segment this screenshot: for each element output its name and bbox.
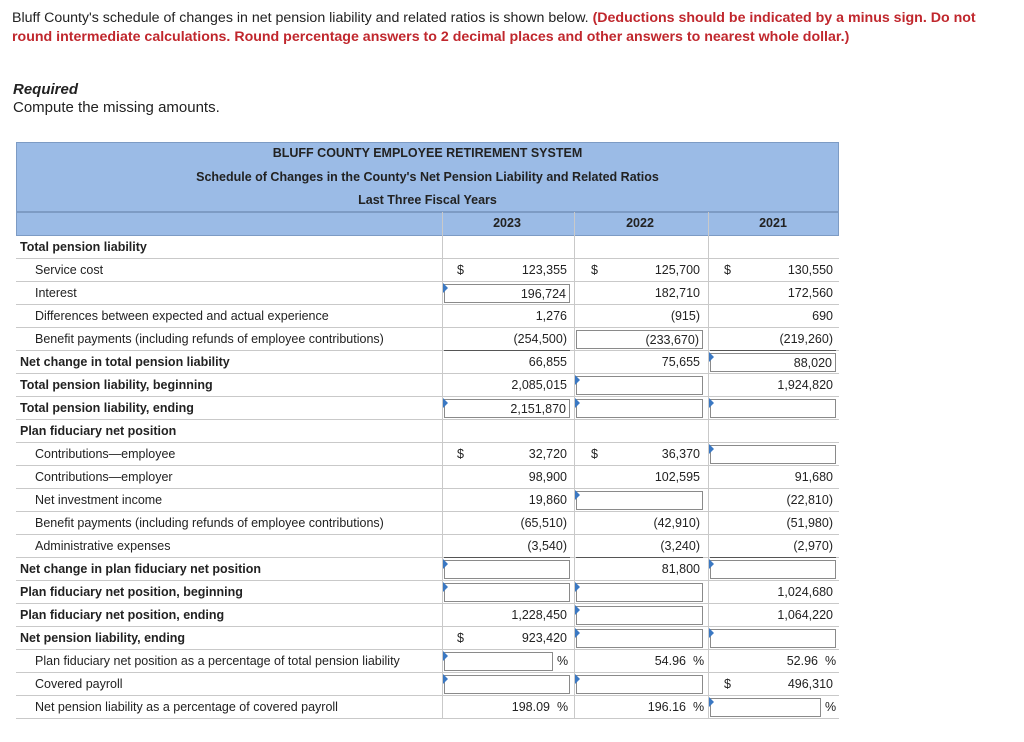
year-2023: 2023	[493, 216, 521, 230]
amount-value: (3,240)	[660, 539, 700, 553]
amount-value: 66,855	[528, 355, 567, 369]
input-flag-icon	[443, 674, 448, 684]
row-label: Service cost	[35, 263, 104, 277]
input-flag-icon	[709, 628, 714, 638]
table-row	[16, 282, 839, 305]
row-label: Plan fiduciary net position, ending	[20, 608, 225, 622]
table-row	[16, 558, 839, 581]
table-row	[16, 443, 839, 466]
row-label: Covered payroll	[35, 677, 123, 691]
amount-value: 32,720	[528, 447, 567, 461]
row-label: Benefit payments (including refunds of employee contributions)	[35, 516, 384, 530]
amount-value: 102,595	[654, 470, 700, 484]
amount-input[interactable]	[576, 399, 703, 418]
amount-input[interactable]	[576, 629, 703, 648]
percent-symbol: %	[557, 700, 569, 714]
table-row	[16, 489, 839, 512]
amount-value: 36,370	[661, 447, 700, 461]
row-label: Plan fiduciary net position, beginning	[20, 585, 243, 599]
amount-value: 198.09	[511, 700, 550, 714]
input-flag-icon	[709, 398, 714, 408]
input-flag-icon	[443, 283, 448, 293]
amount-input[interactable]	[710, 629, 836, 648]
amount-value: 1,276	[535, 309, 567, 323]
amount-input[interactable]	[576, 491, 703, 510]
amount-value: 1,024,680	[777, 585, 833, 599]
amount-value: (219,260)	[779, 332, 833, 346]
row-label: Total pension liability, ending	[20, 401, 194, 415]
input-flag-icon	[443, 559, 448, 569]
table-row	[16, 305, 839, 328]
table-row	[16, 259, 839, 282]
instructions-lead: Bluff County's schedule of changes in net pension liability and related ratios is shown below.	[12, 10, 589, 26]
row-label: Total pension liability, beginning	[20, 378, 213, 392]
row-label: Benefit payments (including refunds of employee contributions)	[35, 332, 384, 346]
currency-symbol: $	[591, 263, 598, 277]
amount-input[interactable]	[444, 652, 553, 671]
amount-value: 81,800	[661, 562, 700, 576]
amount-value: (51,980)	[786, 516, 833, 530]
table-subtitle: Schedule of Changes in the County's Net Pension Liability and Related Ratios	[196, 170, 659, 184]
amount-input[interactable]	[576, 583, 703, 602]
currency-symbol: $	[457, 631, 464, 645]
input-flag-icon	[575, 582, 580, 592]
row-label: Total pension liability	[20, 240, 147, 254]
amount-value: 54.96	[654, 654, 686, 668]
amount-input[interactable]	[444, 560, 570, 579]
amount-value: 690	[812, 309, 833, 323]
amount-value: 19,860	[528, 493, 567, 507]
instructions	[12, 9, 1002, 47]
input-flag-icon	[575, 628, 580, 638]
amount-input[interactable]	[710, 445, 836, 464]
row-label: Net investment income	[35, 493, 163, 507]
amount-value: 923,420	[521, 631, 567, 645]
amount-value: 172,560	[787, 286, 833, 300]
currency-symbol: $	[591, 447, 598, 461]
percent-symbol: %	[825, 700, 837, 714]
amount-input[interactable]: 2,151,870	[444, 399, 570, 418]
row-label: Contributions—employer	[35, 470, 173, 484]
row-label: Contributions—employee	[35, 447, 176, 461]
table-row	[16, 397, 839, 420]
percent-symbol: %	[693, 700, 705, 714]
table-period: Last Three Fiscal Years	[358, 193, 497, 207]
amount-value: (915)	[670, 309, 700, 323]
amount-value: 2,085,015	[511, 378, 567, 392]
amount-input[interactable]	[576, 675, 703, 694]
amount-input[interactable]: 88,020	[710, 353, 836, 372]
row-label: Differences between expected and actual experience	[35, 309, 329, 323]
currency-symbol: $	[457, 263, 464, 277]
instructions-note: (Deductions should be indicated by a minus sign. Do not round intermediate calculations. Round percentage answers to 2 decimal places and other answers to nearest whole dollar.)	[12, 10, 976, 45]
input-flag-icon	[709, 559, 714, 569]
amount-value: (3,540)	[527, 539, 567, 553]
row-label: Plan fiduciary net position	[20, 424, 177, 438]
percent-symbol: %	[557, 654, 569, 668]
amount-input[interactable]	[576, 376, 703, 395]
row-label: Net change in plan fiduciary net position	[20, 562, 261, 576]
amount-value: 52.96	[786, 654, 818, 668]
required-text: Compute the missing amounts.	[13, 99, 220, 116]
input-flag-icon	[709, 444, 714, 454]
amount-value: 196.16	[647, 700, 686, 714]
currency-symbol: $	[724, 263, 731, 277]
amount-input[interactable]	[710, 560, 836, 579]
table-title: BLUFF COUNTY EMPLOYEE RETIREMENT SYSTEM	[272, 146, 583, 160]
input-flag-icon	[575, 398, 580, 408]
table-row	[16, 512, 839, 535]
table-row	[16, 581, 839, 604]
table-row	[16, 535, 839, 558]
amount-value: 75,655	[661, 355, 700, 369]
amount-input[interactable]	[444, 675, 570, 694]
row-label: Net pension liability, ending	[20, 631, 186, 645]
amount-value: 130,550	[787, 263, 833, 277]
currency-symbol: $	[457, 447, 464, 461]
required-title: Required	[13, 81, 79, 98]
amount-input[interactable]: 196,724	[444, 284, 570, 303]
row-label: Interest	[35, 286, 77, 300]
table-row	[16, 374, 839, 397]
amount-value: 125,700	[654, 263, 700, 277]
row-label: Administrative expenses	[35, 539, 171, 553]
amount-value: (254,500)	[513, 332, 567, 346]
input-flag-icon	[709, 352, 714, 362]
amount-value: (22,810)	[786, 493, 833, 507]
amount-input[interactable]	[710, 698, 821, 717]
table-row	[16, 696, 839, 719]
amount-input[interactable]: (233,670)	[576, 330, 703, 349]
input-flag-icon	[575, 375, 580, 385]
amount-value: 123,355	[521, 263, 567, 277]
row-label: Net change in total pension liability	[20, 355, 230, 369]
table-row	[16, 351, 839, 374]
input-flag-icon	[575, 674, 580, 684]
amount-value: (65,510)	[520, 516, 567, 530]
amount-value: 91,680	[794, 470, 833, 484]
input-flag-icon	[575, 490, 580, 500]
table-row	[16, 650, 839, 673]
currency-symbol: $	[724, 677, 731, 691]
amount-input[interactable]	[444, 583, 570, 602]
amount-value: 98,900	[528, 470, 567, 484]
input-flag-icon	[709, 697, 714, 707]
table-row	[16, 420, 839, 443]
input-flag-icon	[443, 651, 448, 661]
row-label: Plan fiduciary net position as a percentage of total pension liability	[35, 654, 400, 668]
percent-symbol: %	[825, 654, 837, 668]
pension-schedule-table	[16, 142, 839, 722]
input-flag-icon	[443, 398, 448, 408]
table-row	[16, 627, 839, 650]
amount-value: 1,064,220	[777, 608, 833, 622]
amount-value: 1,228,450	[511, 608, 567, 622]
amount-value: (2,970)	[793, 539, 833, 553]
table-row	[16, 236, 839, 259]
table-row	[16, 673, 839, 696]
amount-value: 1,924,820	[777, 378, 833, 392]
amount-input[interactable]	[710, 399, 836, 418]
amount-input[interactable]	[576, 606, 703, 625]
year-2022: 2022	[626, 216, 654, 230]
amount-value: 182,710	[654, 286, 700, 300]
percent-symbol: %	[693, 654, 705, 668]
table-row	[16, 328, 839, 351]
input-flag-icon	[575, 605, 580, 615]
input-flag-icon	[443, 582, 448, 592]
row-label: Net pension liability as a percentage of covered payroll	[35, 700, 338, 714]
table-row	[16, 466, 839, 489]
year-2021: 2021	[759, 216, 787, 230]
amount-value: 496,310	[787, 677, 833, 691]
table-row	[16, 604, 839, 627]
amount-value: (42,910)	[653, 516, 700, 530]
